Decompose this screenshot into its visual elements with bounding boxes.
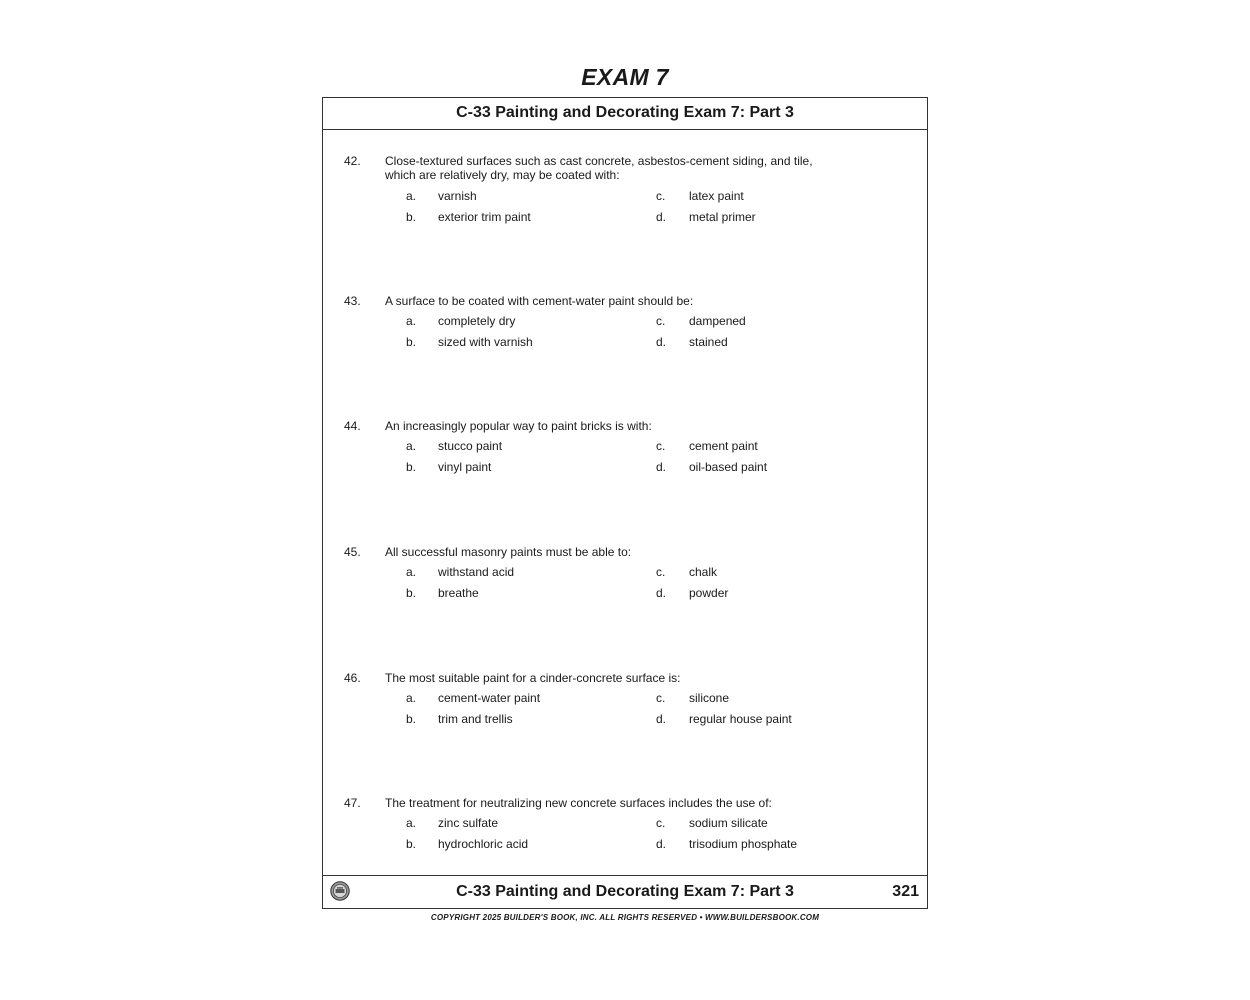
question-number: 46. bbox=[344, 671, 361, 685]
option-text: stucco paint bbox=[438, 439, 503, 453]
option-text: completely dry bbox=[438, 314, 516, 328]
footer-title: C-33 Painting and Decorating Exam 7: Part 3 bbox=[456, 883, 794, 900]
option-text: dampened bbox=[689, 314, 746, 328]
option-letter: c. bbox=[656, 816, 666, 830]
option-letter: b. bbox=[406, 460, 417, 474]
option-letter: b. bbox=[406, 586, 417, 600]
exam-page-frame bbox=[322, 97, 928, 909]
option-text: stained bbox=[689, 335, 728, 349]
question-text: All successful masonry paints must be able to: bbox=[385, 545, 632, 559]
option-text: withstand acid bbox=[438, 565, 515, 579]
option-text: oil-based paint bbox=[689, 460, 768, 474]
option-letter: a. bbox=[406, 691, 417, 705]
option-letter: a. bbox=[406, 565, 417, 579]
question-number: 45. bbox=[344, 545, 361, 559]
option-letter: a. bbox=[406, 439, 417, 453]
question-number: 47. bbox=[344, 796, 361, 810]
option-letter: b. bbox=[406, 837, 417, 851]
option-text: exterior trim paint bbox=[438, 210, 531, 224]
option-text: powder bbox=[689, 586, 729, 600]
option-text: regular house paint bbox=[689, 712, 792, 726]
question-number: 43. bbox=[344, 294, 361, 308]
option-text: chalk bbox=[689, 565, 718, 579]
question-text: The treatment for neutralizing new concrete surfaces includes the use of: bbox=[385, 796, 772, 810]
option-text: cement-water paint bbox=[438, 691, 541, 705]
option-text: varnish bbox=[438, 189, 477, 203]
option-letter: a. bbox=[406, 314, 417, 328]
option-text: trisodium phosphate bbox=[689, 837, 798, 851]
option-text: sized with varnish bbox=[438, 335, 533, 349]
question-text: Close-textured surfaces such as cast concrete, asbestos-cement siding, and tile, which are relatively dry, may be coated with: bbox=[385, 154, 813, 182]
question-text: A surface to be coated with cement-water paint should be: bbox=[385, 294, 694, 308]
option-letter: c. bbox=[656, 565, 666, 579]
question-text: The most suitable paint for a cinder-concrete surface is: bbox=[385, 671, 681, 685]
exam-heading: EXAM 7 bbox=[581, 64, 669, 90]
option-letter: c. bbox=[656, 189, 666, 203]
option-letter: c. bbox=[656, 439, 666, 453]
option-letter: c. bbox=[656, 691, 666, 705]
option-text: trim and trellis bbox=[438, 712, 513, 726]
copyright-line: COPYRIGHT 2025 BUILDER'S BOOK, INC. ALL RIGHTS RESERVED • WWW.BUILDERSBOOK.COM bbox=[430, 913, 820, 922]
option-letter: d. bbox=[656, 712, 667, 726]
option-letter: b. bbox=[406, 335, 417, 349]
option-text: metal primer bbox=[689, 210, 756, 224]
section-header: C-33 Painting and Decorating Exam 7: Part 3 bbox=[323, 98, 927, 130]
option-text: vinyl paint bbox=[438, 460, 492, 474]
option-text: zinc sulfate bbox=[438, 816, 499, 830]
option-text: silicone bbox=[689, 691, 730, 705]
option-letter: d. bbox=[656, 837, 667, 851]
question-number: 42. bbox=[344, 154, 361, 168]
option-letter: c. bbox=[656, 314, 666, 328]
option-text: breathe bbox=[438, 586, 479, 600]
option-letter: d. bbox=[656, 586, 667, 600]
option-letter: d. bbox=[656, 460, 667, 474]
option-letter: b. bbox=[406, 712, 417, 726]
page-footer bbox=[323, 875, 927, 909]
option-letter: b. bbox=[406, 210, 417, 224]
option-letter: d. bbox=[656, 210, 667, 224]
page-number: 321 bbox=[892, 883, 919, 900]
option-letter: a. bbox=[406, 816, 417, 830]
option-text: latex paint bbox=[689, 189, 744, 203]
option-letter: a. bbox=[406, 189, 417, 203]
question-text: An increasingly popular way to paint bricks is with: bbox=[385, 419, 652, 433]
option-letter: d. bbox=[656, 335, 667, 349]
option-text: sodium silicate bbox=[689, 816, 768, 830]
option-text: hydrochloric acid bbox=[438, 837, 529, 851]
option-text: cement paint bbox=[689, 439, 758, 453]
question-number: 44. bbox=[344, 419, 361, 433]
